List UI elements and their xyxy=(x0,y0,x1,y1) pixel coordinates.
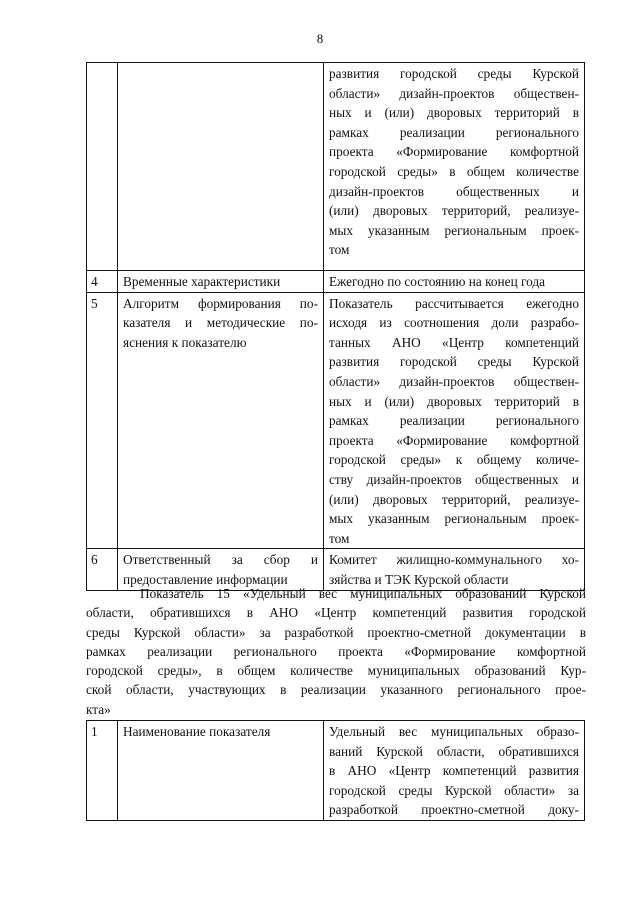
row-number-cell: 5 xyxy=(87,292,118,549)
row-number-cell xyxy=(87,63,118,271)
row-number-cell: 4 xyxy=(87,271,118,293)
row-value-cell: Комитет жилищно-коммунального хо- зяйства и ТЭК Курской области xyxy=(324,549,585,590)
indicator-14-table xyxy=(86,62,585,591)
row-value-cell: развития городской среды Курской области» дизайн-проектов обществен- ных и (или) дворовых территорий в рамках реализации регионального проекта «Формирование комфортной городской среды» в общем количестве дизайн-проектов общественных и (или) дворовых территорий, реализуе- мых указанным региональным проек- том xyxy=(324,63,585,271)
row-value-cell: Удельный вес муниципальных образо- ваний Курской области, обратившихся в АНО «Центр компетенций развития городской среды Курской области» за разработкой проектно-сметной доку- xyxy=(324,721,585,821)
row-label-cell: Ответственный за сбор и предоставление информации xyxy=(118,549,324,590)
row-label-cell xyxy=(118,63,324,271)
row-label-cell: Алгоритм формирования по- казателя и методические по- яснения к показателю xyxy=(118,292,324,549)
indicator-15-paragraph: Показатель 15 «Удельный вес муниципальных образований Курской области, обратившихся в АНО «Центр компетенций развития городской среды Курской области» за разработкой проектно-сметной документации в рамках реализации регионального проекта «Формирование комфортной городской среды», в общем количестве муниципальных образований Кур- ской области, участвующих в реализации указанного регионального прое- кта» xyxy=(86,586,586,717)
row-value-cell: Показатель рассчитывается ежегодно исходя из соотношения доли разрабо- танных АНО «Центр компетенций развития городской среды Курской области» дизайн-проектов обществен- ных и (или) дворовых территорий в рамках реализации регионального проекта «Формирование комфортной городской среды» к общему количе- ству дизайн-проектов общественных и (или) дворовых территорий, реализуе- мых указанным региональным проек- том xyxy=(324,292,585,549)
row-number-cell: 6 xyxy=(87,549,118,590)
page-number: 8 xyxy=(316,31,324,46)
row-label-cell: Временные характеристики xyxy=(118,271,324,293)
indicator-15-table xyxy=(86,720,585,821)
table-row xyxy=(87,63,585,271)
row-value-cell: Ежегодно по состоянию на конец года xyxy=(324,271,585,293)
table-row xyxy=(87,271,585,293)
row-label-cell: Наименование показателя xyxy=(118,721,324,821)
row-number-cell: 1 xyxy=(87,721,118,821)
table-row xyxy=(87,721,585,821)
table-row xyxy=(87,292,585,549)
